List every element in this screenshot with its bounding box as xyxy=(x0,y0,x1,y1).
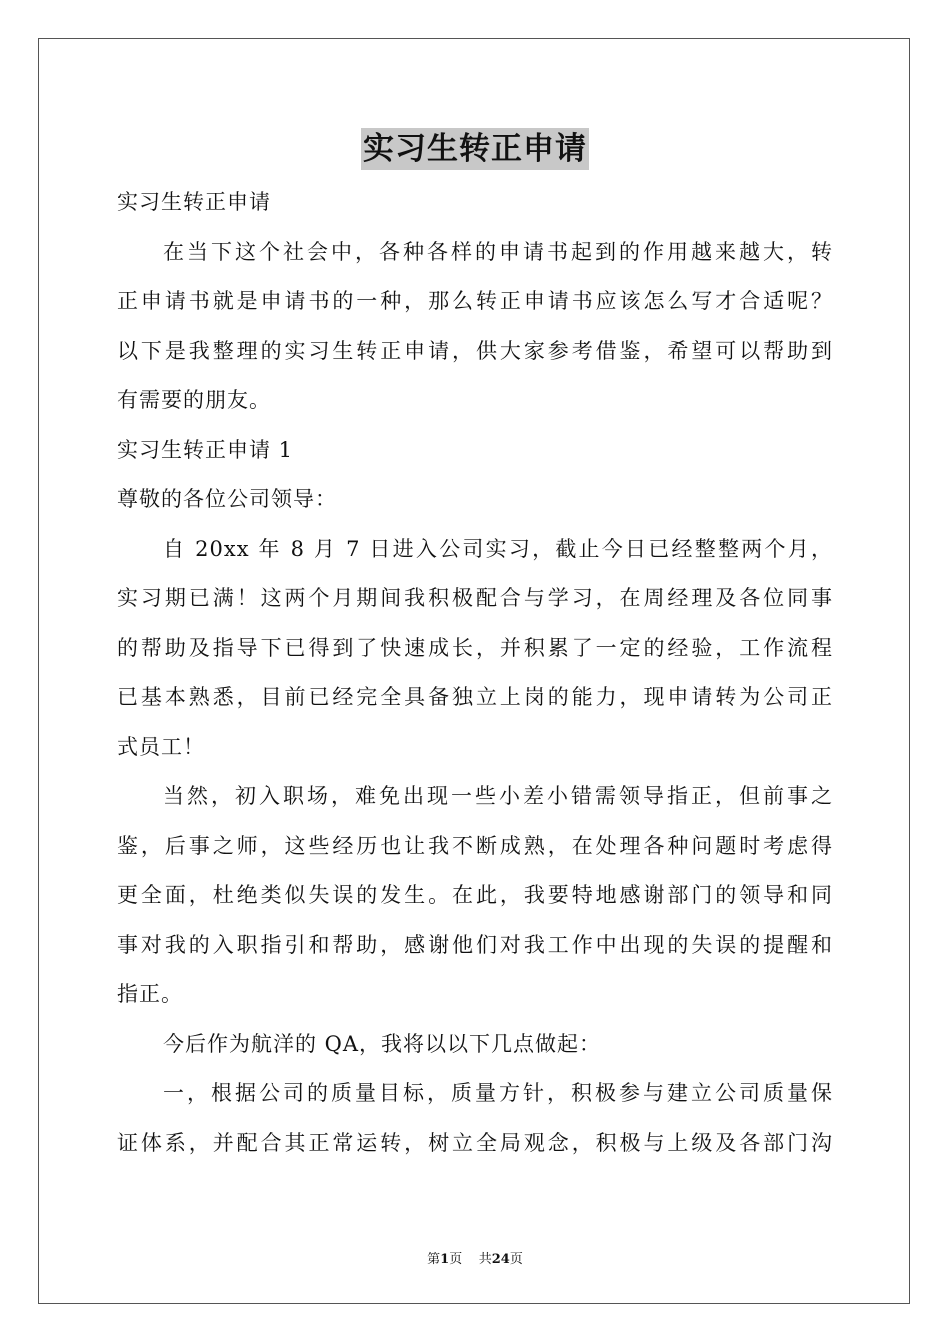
text-line: 的帮助及指导下已得到了快速成长，并积累了一定的经验，工作流程 xyxy=(117,635,833,660)
text-line: 有需要的朋友。 xyxy=(117,388,271,412)
footer-total-prefix: 共 xyxy=(478,1252,492,1267)
footer-page-number: 1 xyxy=(440,1252,450,1267)
text-line: 尊敬的各位公司领导： xyxy=(117,487,337,511)
text-line: 更全面，杜绝类似失误的发生。在此，我要特地感谢部门的领导和同 xyxy=(117,883,833,907)
footer-page-prefix: 第 xyxy=(427,1252,441,1267)
text-line: 实习期已满！这两个月期间我积极配合与学习，在周经理及各位同事 xyxy=(117,586,833,610)
text-line: 今后作为航洋的 QA，我将以以下几点做起： xyxy=(163,1031,602,1056)
text-line: 式员工！ xyxy=(117,734,205,759)
text-line: 证体系，并配合其正常运转，树立全局观念，积极与上级及各部门沟 xyxy=(117,1130,833,1155)
text-line: 自 20xx 年 8 月 7 日进入公司实习，截止今日已经整整两个月， xyxy=(163,536,833,561)
text-line: 以下是我整理的实习生转正申请，供大家参考借鉴，希望可以帮助到 xyxy=(117,338,833,363)
footer-page-suffix: 页 xyxy=(449,1252,463,1267)
text-line: 鉴，后事之师，这些经历也让我不断成熟，在处理各种问题时考虑得 xyxy=(117,833,833,858)
text-line: 实习生转正申请 1 xyxy=(117,437,294,462)
footer-total-pages: 24 xyxy=(491,1252,510,1267)
text-line: 实习生转正申请 xyxy=(117,190,271,214)
text-line: 正申请书就是申请书的一种，那么转正申请书应该怎么写才合适呢？ xyxy=(117,289,833,313)
title-wrap xyxy=(0,128,950,170)
text-line: 当然，初入职场，难免出现一些小差小错需领导指正，但前事之 xyxy=(163,784,833,808)
text-line: 一，根据公司的质量目标，质量方针，积极参与建立公司质量保 xyxy=(163,1081,833,1105)
text-line: 指正。 xyxy=(117,982,183,1006)
footer-total-suffix: 页 xyxy=(509,1252,523,1267)
text-line: 事对我的入职指引和帮助，感谢他们对我工作中出现的失误的提醒和 xyxy=(117,932,833,957)
text-line: 已基本熟悉，目前已经完全具备独立上岗的能力，现申请转为公司正 xyxy=(117,685,833,709)
document-title: 实习生转正申请 xyxy=(361,128,589,170)
document-body xyxy=(117,178,833,1168)
page-footer xyxy=(0,1248,950,1267)
text-line: 在当下这个社会中，各种各样的申请书起到的作用越来越大，转 xyxy=(163,239,833,264)
